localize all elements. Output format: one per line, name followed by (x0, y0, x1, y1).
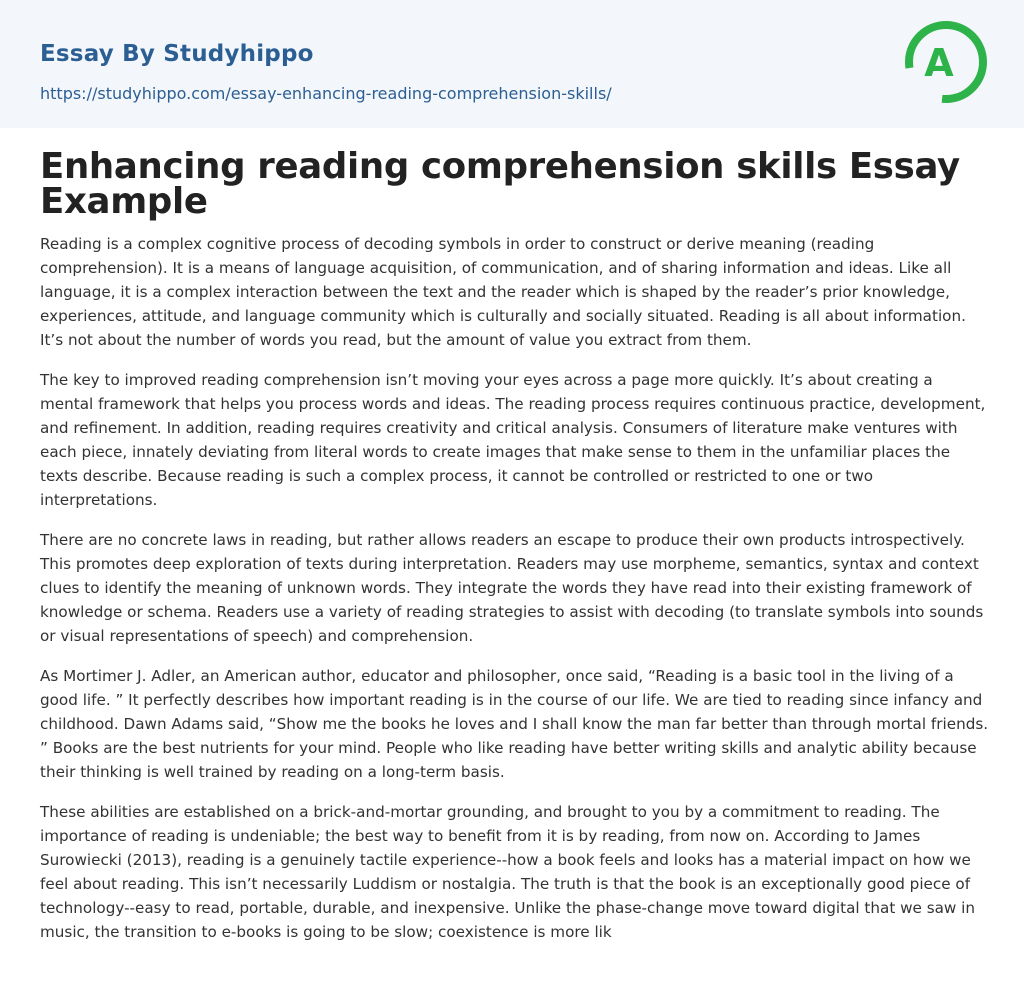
article (40, 146, 990, 960)
site-brand[interactable]: Essay By Studyhippo (40, 41, 314, 67)
paragraph-5: These abilities are established on a brick-and-mortar grounding, and brought to you by a commitment to reading. The importance of reading is undeniable; the best way to benefit from it is by reading, from now on. According to James Surowiecki (2013), reading is a genuinely tactile experience--how a book feels and looks has a material impact on how we feel about reading. This isn’t necessarily Luddism or nostalgia. The truth is that the book is an exceptionally good piece of technology--easy to read, portable, durable, and inexpensive. Unlike the phase-change move toward digital that we saw in music, the transition to e-books is going to be slow; coexistence is more lik (40, 803, 976, 941)
paragraph-4: As Mortimer J. Adler, an American author, educator and philosopher, once said, “Reading is a basic tool in the living of a good life. ” It perfectly describes how important reading is in the course of our life. We are tied to reading since infancy and childhood. Dawn Adams said, “Show me the books he loves and I shall know the man far better than through mortal friends. ” Books are the best nutrients for your mind. People who like reading have better writing skills and analytic ability because their thinking is well trained by reading on a long-term basis. (40, 667, 989, 781)
essay-url-link[interactable]: https://studyhippo.com/essay-enhancing-reading-comprehension-skills/ (40, 84, 612, 103)
logo-letter: A (924, 41, 954, 85)
page-title: Enhancing reading comprehension skills Essay Example (40, 146, 960, 222)
site-header (0, 0, 1024, 128)
paragraph-3: There are no concrete laws in reading, but rather allows readers an escape to produce their own products introspectively. This promotes deep exploration of texts during interpretation. Readers may use morpheme, semantics, syntax and context clues to identify the meaning of unknown words. They integrate the words they have read into their existing framework of knowledge or schema. Readers use a variety of reading strategies to assist with decoding (to translate symbols into sounds or visual representations of speech) and comprehension. (40, 531, 984, 645)
ring-logo-icon[interactable] (904, 18, 988, 106)
paragraph-2: The key to improved reading comprehension isn’t moving your eyes across a page more quickly. It’s about creating a mental framework that helps you process words and ideas. The reading process requires continuous practice, development, and refinement. In addition, reading requires creativity and critical analysis. Consumers of literature make ventures with each piece, innately deviating from literal words to create images that make sense to them in the unfamiliar places the texts describe. Because reading is such a complex process, it cannot be controlled or restricted to one or two interpretations. (40, 371, 986, 509)
paragraph-1: Reading is a complex cognitive process of decoding symbols in order to construct or derive meaning (reading comprehension). It is a means of language acquisition, of communication, and of sharing information and ideas. Like all language, it is a complex interaction between the text and the reader which is shaped by the reader’s prior knowledge, experiences, attitude, and language community which is culturally and socially situated. Reading is all about information. It’s not about the number of words you read, but the amount of value you extract from them. (40, 235, 966, 349)
